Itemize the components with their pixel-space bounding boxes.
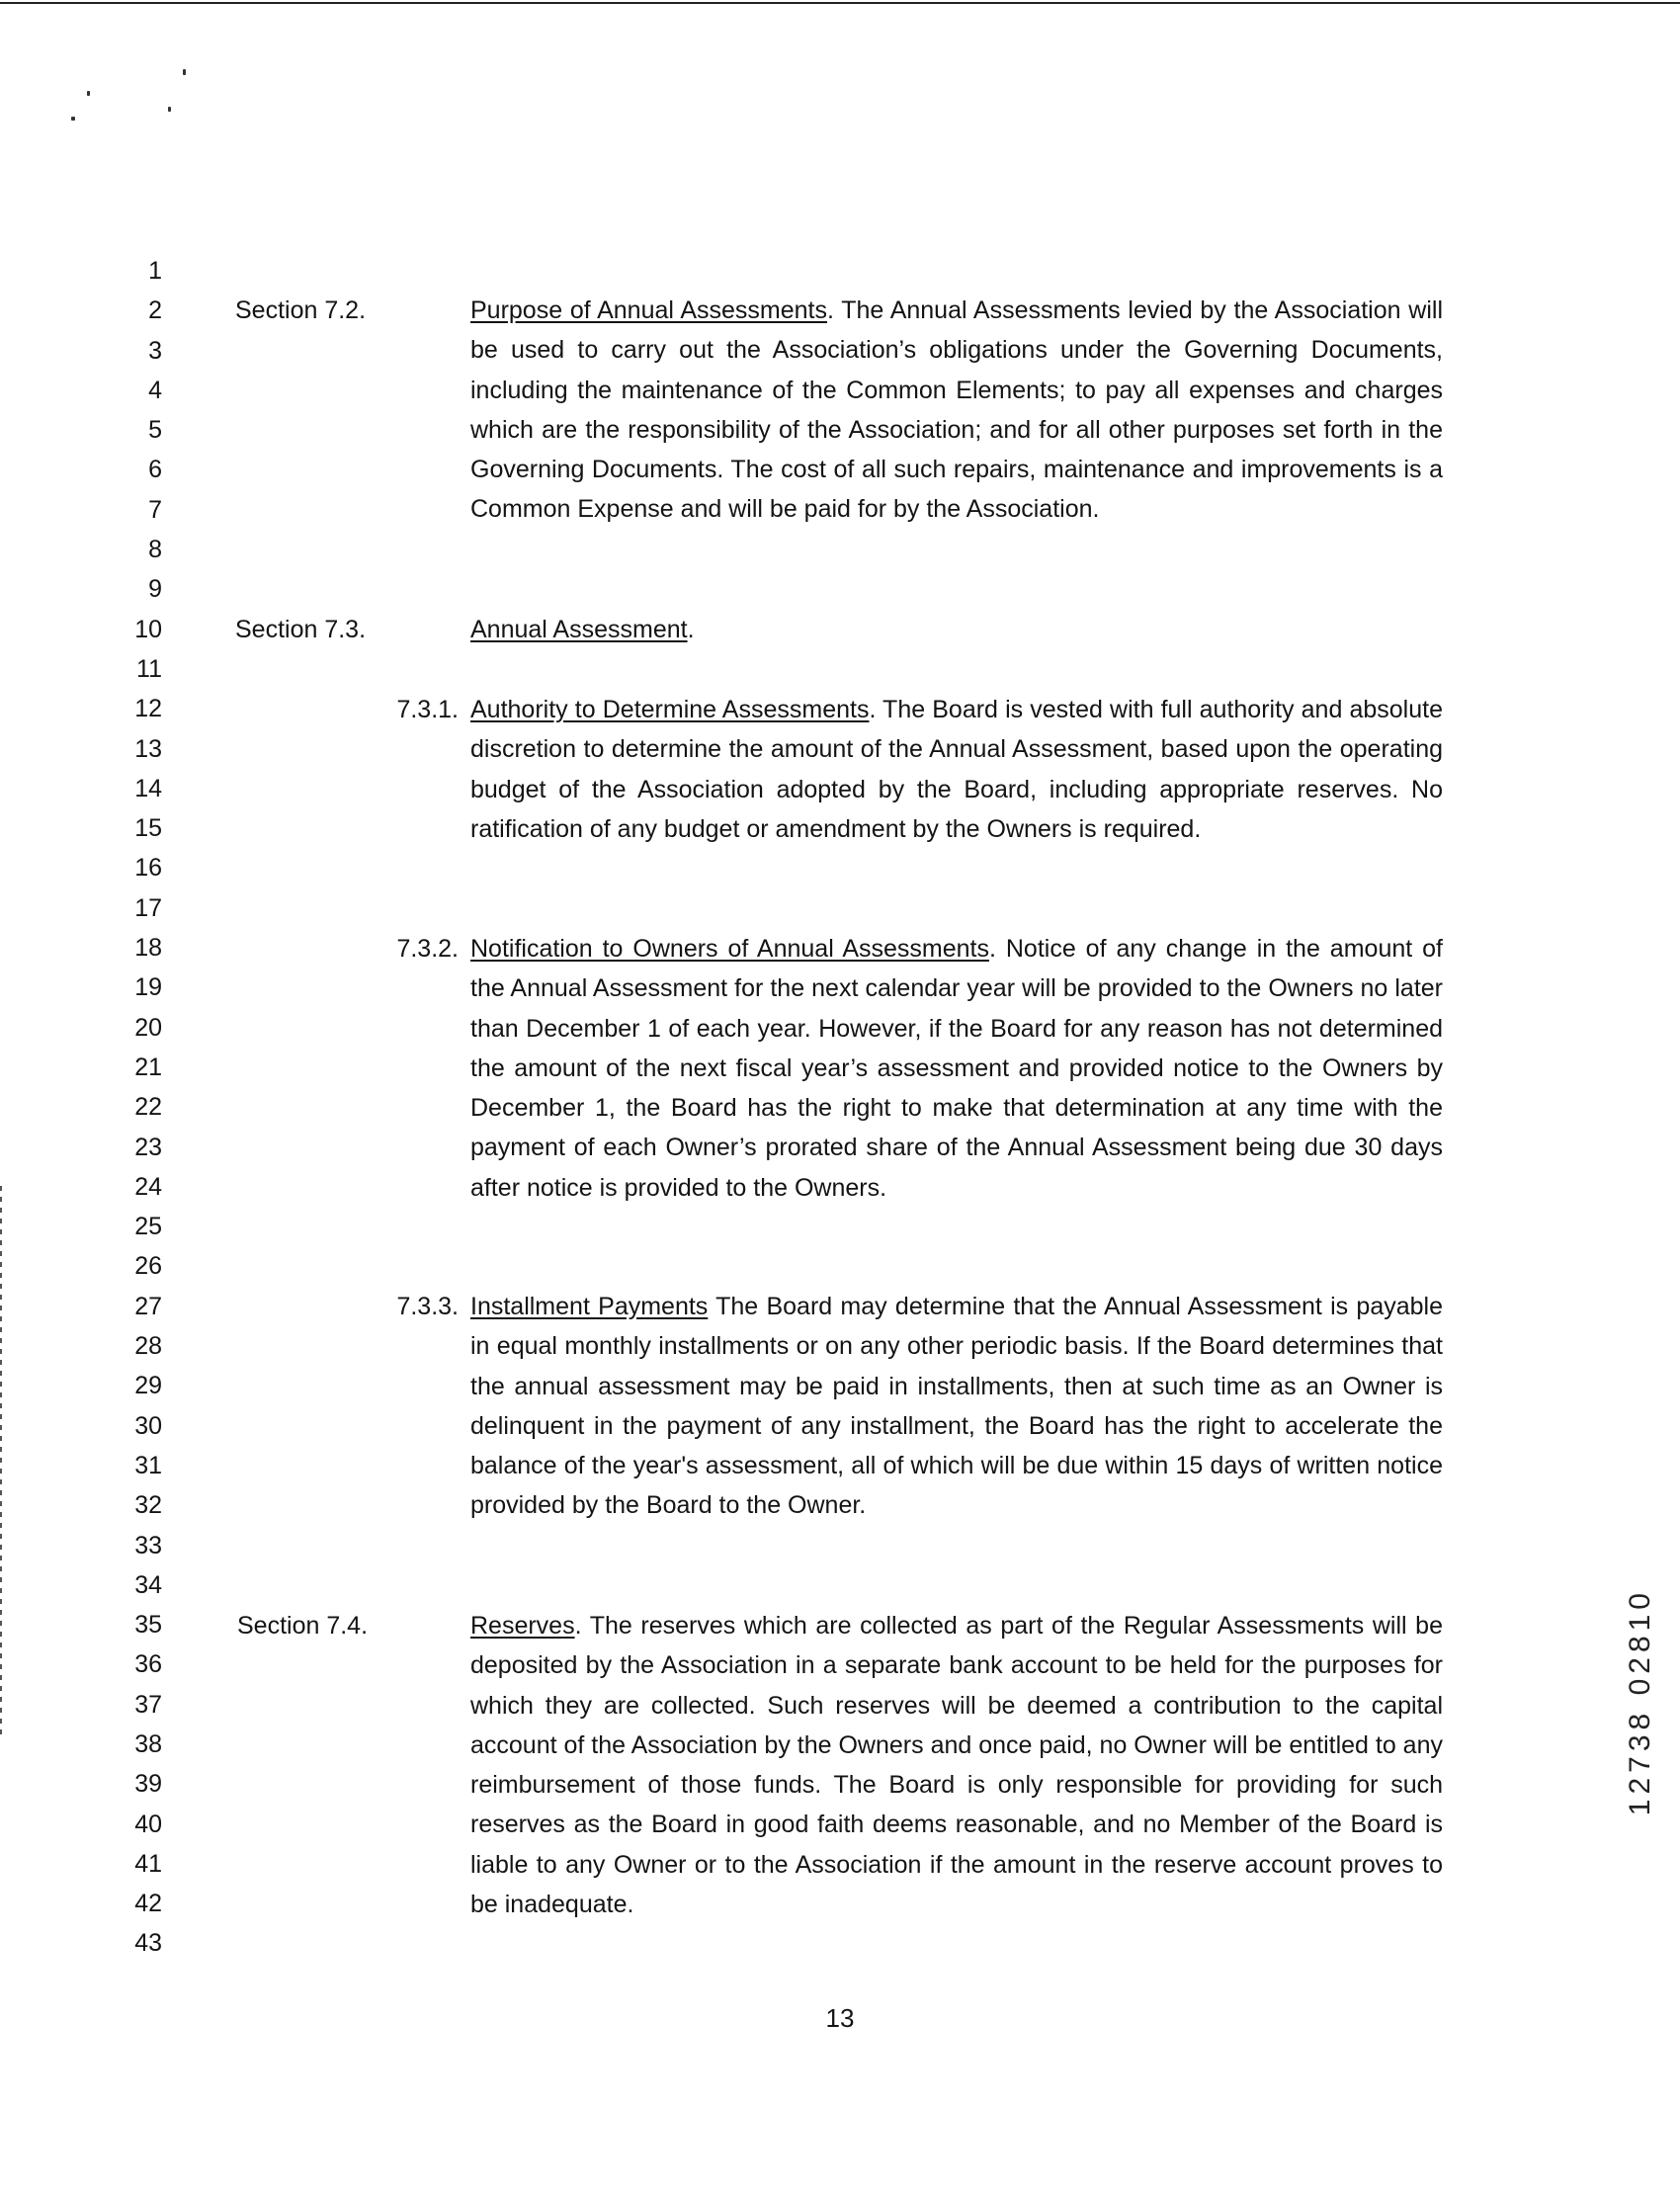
line-number: 5 <box>148 416 162 445</box>
line-number: 18 <box>134 934 162 963</box>
line-number: 29 <box>134 1372 162 1400</box>
line-number: 2 <box>148 296 162 325</box>
line-number: 38 <box>134 1729 162 1758</box>
line-number: 16 <box>134 854 162 883</box>
subsection-7-3-2-paragraph <box>470 929 1443 1208</box>
line-number: 22 <box>134 1093 162 1122</box>
line-number: 10 <box>134 615 162 643</box>
section-7-4-paragraph <box>470 1606 1443 1924</box>
section-7-3-heading: Annual Assessment <box>470 616 688 643</box>
section-7-3-body: . <box>687 616 695 643</box>
line-number: 35 <box>134 1611 162 1640</box>
subsection-7-3-3-paragraph <box>470 1287 1443 1526</box>
line-number: 12 <box>134 695 162 723</box>
line-number: 30 <box>134 1411 162 1440</box>
subsection-7-3-1-heading: Authority to Determine Assessments <box>470 696 870 723</box>
line-number: 24 <box>134 1172 162 1201</box>
line-number: 4 <box>148 376 162 404</box>
section-7-3-label: Section 7.3. <box>235 616 367 643</box>
line-number: 25 <box>134 1213 162 1241</box>
section-7-4-heading: Reserves <box>470 1612 575 1640</box>
line-number: 39 <box>134 1770 162 1799</box>
line-number: 26 <box>134 1252 162 1281</box>
line-number: 1 <box>148 257 162 285</box>
page-number: 13 <box>825 2003 855 2033</box>
subsection-7-3-2-heading: Notification to Owners of Annual Assessments <box>470 935 989 963</box>
line-number: 19 <box>134 973 162 1002</box>
scan-speck <box>183 69 186 75</box>
subsection-7-3-3-heading: Installment Payments <box>470 1293 709 1320</box>
line-number: 6 <box>148 456 162 484</box>
line-number: 9 <box>148 575 162 604</box>
section-7-2-label: Section 7.2. <box>235 296 367 324</box>
section-7-3-paragraph <box>470 610 1443 649</box>
line-number: 15 <box>134 814 162 843</box>
line-number: 20 <box>134 1013 162 1042</box>
line-number: 41 <box>134 1849 162 1878</box>
subsection-7-3-1-body: . The Board is vested with full authority and absolute discretion to determine the amount of the Annual Assessment, based upon the operating budget of the Association adopted by the Board, including appropriate reserves. No ratification of any budget or amendment by the Owners is required. <box>470 696 1443 843</box>
line-number: 13 <box>134 734 162 763</box>
scan-speck <box>168 107 171 112</box>
line-number: 8 <box>148 536 162 564</box>
line-number: 36 <box>134 1650 162 1679</box>
line-number: 40 <box>134 1810 162 1838</box>
section-7-4-body: . The reserves which are collected as part of the Regular Assessments will be deposited by the Association in a separate bank account to be held for the purposes for which they are collected. Such reserves will be deemed a contribution to the capital account of the Association by the Owners and once paid, no Owner will be entitled to any reimbursement of those funds. The Board is only responsible for providing for such reserves as the Board in good faith deems reasonable, and no Member of the Board is liable to any Owner or to the Association if the amount in the reserve account proves to be inadequate. <box>470 1612 1443 1919</box>
line-number: 33 <box>134 1531 162 1559</box>
line-number: 28 <box>134 1332 162 1361</box>
line-number-column <box>117 251 162 1964</box>
scan-speck <box>87 91 90 96</box>
recording-stamp: 12738 02810 <box>1624 1588 1656 1816</box>
line-number: 27 <box>134 1292 162 1320</box>
line-number: 7 <box>148 495 162 524</box>
line-number: 14 <box>134 774 162 802</box>
subsection-7-3-2-body: . Notice of any change in the amount of the Annual Assessment for the next calendar year will be provided to the Owners no later than December 1 of each year. However, if the Board for any reason has not determined the amount of the next fiscal year’s assessment and provided notice to the Owners by December 1, the Board has the right to make that determination at any time with the payment of each Owner’s prorated share of the Annual Assessment being due 30 days after notice is provided to the Owners. <box>470 935 1443 1202</box>
line-number: 3 <box>148 336 162 365</box>
line-number: 37 <box>134 1690 162 1719</box>
subsection-7-3-1-paragraph <box>470 690 1443 849</box>
line-number: 17 <box>134 893 162 922</box>
line-number: 23 <box>134 1133 162 1161</box>
line-number: 11 <box>136 654 162 683</box>
section-7-2-paragraph <box>470 291 1443 530</box>
scan-speck <box>71 117 75 121</box>
line-number: 42 <box>134 1890 162 1918</box>
line-number: 21 <box>134 1053 162 1081</box>
subsection-7-3-1-number: 7.3.1. <box>396 696 459 723</box>
line-number: 31 <box>134 1451 162 1479</box>
line-number: 43 <box>134 1929 162 1958</box>
line-number: 32 <box>134 1491 162 1520</box>
subsection-7-3-3-body: The Board may determine that the Annual Assessment is payable in equal monthly installments or on any other periodic basis. If the Board determines that the annual assessment may be paid in installments, then at such time as an Owner is delinquent in the payment of any installment, the Board has the right to accelerate the balance of the year's assessment, all of which will be due within 15 days of written notice provided by the Board to the Owner. <box>470 1293 1443 1520</box>
line-number: 34 <box>134 1570 162 1599</box>
scan-left-edge <box>0 1186 2 1739</box>
scan-top-edge <box>0 2 1680 4</box>
section-7-2-heading: Purpose of Annual Assessments <box>470 296 827 324</box>
section-7-2-body: . The Annual Assessments levied by the Association will be used to carry out the Association’s obligations under the Governing Documents, including the maintenance of the Common Elements; to pay all expenses and charges which are the responsibility of the Association; and for all other purposes set forth in the Governing Documents. The cost of all such repairs, maintenance and improvements is a Common Expense and will be paid for by the Association. <box>470 296 1444 524</box>
subsection-7-3-2-number: 7.3.2. <box>396 935 459 963</box>
section-7-4-label: Section 7.4. <box>237 1612 369 1640</box>
subsection-7-3-3-number: 7.3.3. <box>396 1293 459 1320</box>
